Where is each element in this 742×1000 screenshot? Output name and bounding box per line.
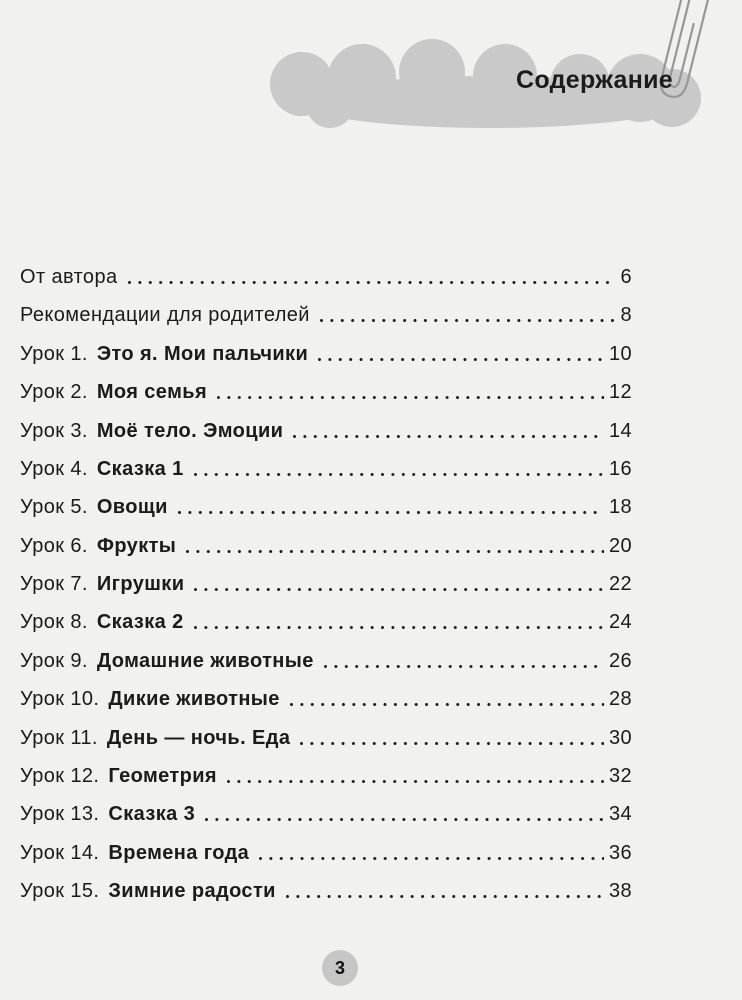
toc-entry-prefix: Урок 7. xyxy=(20,573,88,595)
toc-entry-prefix: Урок 4. xyxy=(20,457,88,480)
table-of-contents xyxy=(20,0,632,1000)
toc-entry-title: Игрушки xyxy=(96,573,185,595)
toc-entry-page: 16 xyxy=(608,457,632,480)
toc-entry-page: 6 xyxy=(620,266,632,288)
dot-leader xyxy=(194,610,604,634)
toc-entry xyxy=(20,764,632,788)
toc-entry-prefix: Урок 9. xyxy=(20,649,88,672)
page-number: 3 xyxy=(334,958,345,978)
toc-entry-title: Дикие животные xyxy=(108,688,280,711)
toc-entry-page: 22 xyxy=(608,573,632,595)
toc-entry-title: Сказка 1 xyxy=(96,457,184,480)
dot-leader xyxy=(286,879,604,903)
toc-entry-prefix: Урок 5. xyxy=(20,496,88,519)
toc-entry xyxy=(20,879,632,903)
toc-entry-page: 24 xyxy=(608,611,632,634)
toc-entry xyxy=(20,534,632,558)
toc-entry xyxy=(20,303,632,327)
toc-entry-title: Зимние радости xyxy=(108,880,276,902)
dot-leader xyxy=(194,572,604,596)
toc-entry-page: 12 xyxy=(608,381,632,404)
toc-entry-prefix: Урок 3. xyxy=(20,419,88,442)
toc-entry xyxy=(20,419,632,443)
dot-leader xyxy=(194,457,604,481)
toc-entry xyxy=(20,265,632,289)
toc-entry-page: 34 xyxy=(608,803,632,826)
toc-entry-page: 20 xyxy=(608,534,632,557)
toc-entry xyxy=(20,726,632,750)
toc-entry xyxy=(20,687,632,711)
toc-entry xyxy=(20,649,632,673)
toc-entry xyxy=(20,802,632,826)
toc-entry-title: Овощи xyxy=(96,496,168,519)
toc-entry-prefix: Урок 10. xyxy=(20,688,100,711)
dot-leader xyxy=(178,495,604,519)
toc-entry-prefix: От автора xyxy=(20,266,118,288)
toc-entry xyxy=(20,495,632,519)
toc-entry-title: День — ночь. Еда xyxy=(106,726,291,749)
toc-entry-title: Времена года xyxy=(108,841,250,864)
toc-entry-title: Сказка 3 xyxy=(108,803,196,826)
toc-entry-title: Моё тело. Эмоции xyxy=(96,419,284,442)
toc-entry-title: Это я. Мои пальчики xyxy=(96,342,309,365)
toc-entry-page: 10 xyxy=(608,342,632,365)
toc-entry-prefix: Урок 11. xyxy=(20,726,98,749)
toc-entry-page: 14 xyxy=(608,419,632,442)
toc-entry-page: 30 xyxy=(608,726,632,749)
page-number-badge xyxy=(322,950,358,986)
toc-entry xyxy=(20,380,632,404)
toc-entry-title: Геометрия xyxy=(108,764,218,787)
toc-entry-title: Домашние животные xyxy=(96,649,314,672)
toc-entry xyxy=(20,841,632,865)
toc-entry-prefix: Рекомендации для родителей xyxy=(20,304,310,327)
dot-leader xyxy=(128,265,616,289)
dot-leader xyxy=(290,687,604,711)
dot-leader xyxy=(300,726,604,750)
toc-entry-page: 38 xyxy=(608,880,632,902)
toc-entry-prefix: Урок 14. xyxy=(20,841,100,864)
toc-entry xyxy=(20,572,632,596)
toc-entry xyxy=(20,610,632,634)
toc-entry-page: 36 xyxy=(608,841,632,864)
toc-entry-prefix: Урок 8. xyxy=(20,611,88,634)
dot-leader xyxy=(293,419,604,443)
toc-entry-page: 26 xyxy=(608,649,632,672)
toc-entry-prefix: Урок 15. xyxy=(20,880,100,902)
toc-entry-title: Сказка 2 xyxy=(96,611,184,634)
dot-leader xyxy=(205,802,604,826)
toc-entry-title: Моя семья xyxy=(96,381,208,404)
toc-entry xyxy=(20,457,632,481)
toc-entry-prefix: Урок 12. xyxy=(20,764,100,787)
toc-entry-prefix: Урок 2. xyxy=(20,381,88,404)
dot-leader xyxy=(259,841,604,865)
toc-entry-page: 8 xyxy=(620,304,632,327)
toc-entry-prefix: Урок 6. xyxy=(20,534,88,557)
page-title: Содержание xyxy=(516,66,674,94)
toc-entry-page: 32 xyxy=(608,764,632,787)
dot-leader xyxy=(320,303,616,327)
dot-leader xyxy=(227,764,604,788)
toc-entry xyxy=(20,342,632,366)
dot-leader xyxy=(318,342,604,366)
dot-leader xyxy=(324,649,604,673)
toc-entry-prefix: Урок 13. xyxy=(20,803,100,826)
toc-entry-page: 18 xyxy=(608,496,632,519)
toc-entry-prefix: Урок 1. xyxy=(20,342,88,365)
toc-entry-title: Фрукты xyxy=(96,534,177,557)
toc-entry-page: 28 xyxy=(608,688,632,711)
dot-leader xyxy=(217,380,604,404)
dot-leader xyxy=(186,534,604,558)
